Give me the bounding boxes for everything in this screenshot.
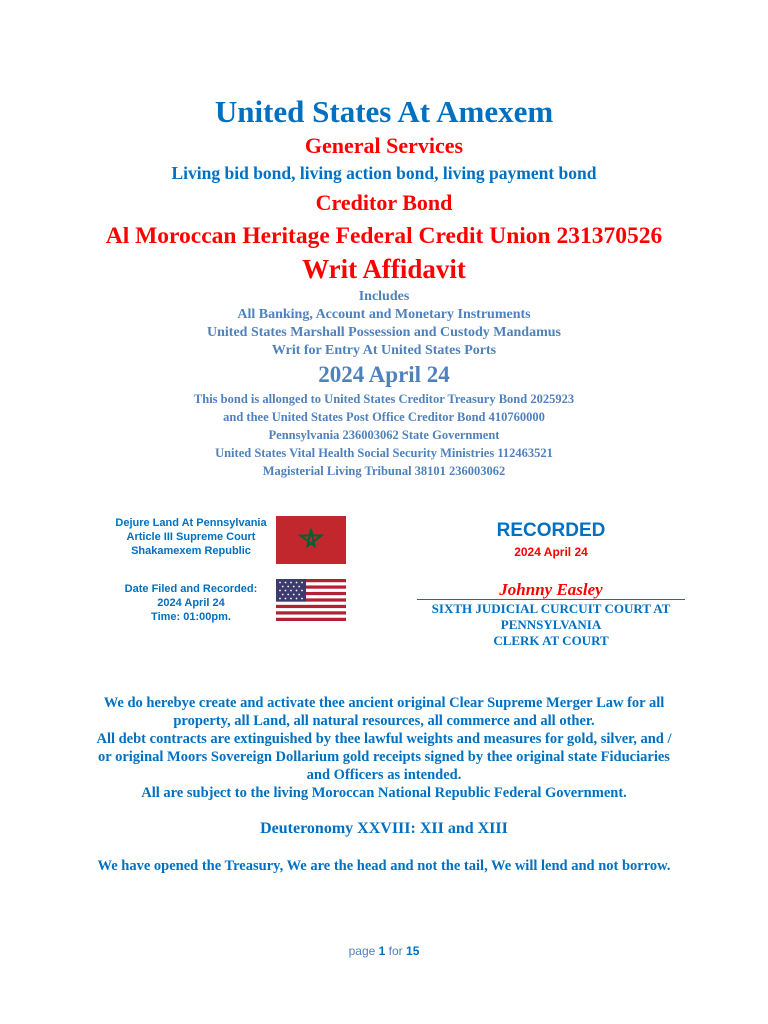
- includes-label: Includes: [358, 289, 410, 304]
- paragraph-line: or original Moors Sovereign Dollarium gold receipts signed by thee original state Fiduciaries: [98, 749, 670, 765]
- paragraph-line: All are subject to the living Moroccan National Republic Federal Government.: [141, 785, 627, 801]
- us-flag-icon: [276, 579, 346, 621]
- court-block: [417, 601, 685, 649]
- page-footer: [0, 944, 768, 958]
- filed-line: Date Filed and Recorded:: [124, 583, 258, 595]
- jurisdiction-line: Dejure Land At Pennsylvania: [115, 517, 267, 529]
- credit-union-line: Al Moroccan Heritage Federal Credit Union 231370526: [105, 223, 663, 249]
- recorded-date: 2024 April 24: [514, 545, 588, 559]
- clerk-signature: Johnny Easley: [417, 580, 685, 600]
- document-title: United States At Amexem: [214, 94, 554, 129]
- includes-line: United States Marshall Possession and Custody Mandamus: [207, 325, 561, 340]
- recorded-label: RECORDED: [496, 520, 606, 541]
- court-line: PENNSYLVANIA: [500, 617, 602, 632]
- includes-line: Writ for Entry At United States Ports: [271, 343, 497, 358]
- paragraph-line: and Officers as intended.: [306, 767, 462, 783]
- allonge-line: Magisterial Living Tribunal 38101 236003062: [262, 464, 506, 478]
- morocco-flag-icon: [276, 516, 346, 564]
- allonge-line: and thee United States Post Office Creditor Bond 410760000: [223, 410, 545, 424]
- filed-line: Time: 01:00pm.: [151, 611, 231, 623]
- bonds-line: Living bid bond, living action bond, living payment bond: [171, 163, 597, 183]
- paragraph-line: All debt contracts are extinguished by thee lawful weights and measures for gold, silver, and /: [96, 731, 672, 747]
- paragraph-line: We do herebye create and activate thee ancient original Clear Supreme Merger Law for all: [103, 695, 665, 711]
- court-line: CLERK AT COURT: [493, 633, 609, 648]
- closing-statement: We have opened the Treasury, We are the head and not the tail, We will lend and not borrow.: [97, 858, 671, 874]
- page-total: 15: [406, 944, 420, 958]
- filed-line: 2024 April 24: [157, 597, 225, 609]
- page-current: 1: [378, 944, 386, 958]
- writ-title: Writ Affidavit: [302, 254, 466, 284]
- court-line: SIXTH JUDICIAL CURCUIT COURT AT: [431, 601, 671, 616]
- jurisdiction-line: Article III Supreme Court: [126, 531, 256, 543]
- document-subtitle: General Services: [304, 133, 464, 158]
- page-prefix: page: [348, 944, 376, 958]
- scripture-reference: Deuteronomy XXVIII: XII and XIII: [260, 820, 508, 837]
- declaration-paragraph: [40, 694, 728, 802]
- includes-line: All Banking, Account and Monetary Instruments: [237, 307, 531, 322]
- allonge-line: United States Vital Health Social Security Ministries 112463521: [215, 446, 553, 460]
- paragraph-line: property, all Land, all natural resources, all commerce and all other.: [173, 713, 595, 729]
- page-connector: for: [388, 944, 403, 958]
- allonge-line: This bond is allonged to United States Creditor Treasury Bond 2025923: [193, 392, 575, 406]
- jurisdiction-block: [100, 516, 282, 558]
- jurisdiction-line: Shakamexem Republic: [131, 545, 251, 557]
- filed-block: [100, 582, 282, 624]
- date-heading: 2024 April 24: [318, 362, 450, 387]
- bond-type: Creditor Bond: [315, 190, 453, 215]
- allonge-line: Pennsylvania 236003062 State Government: [268, 428, 500, 442]
